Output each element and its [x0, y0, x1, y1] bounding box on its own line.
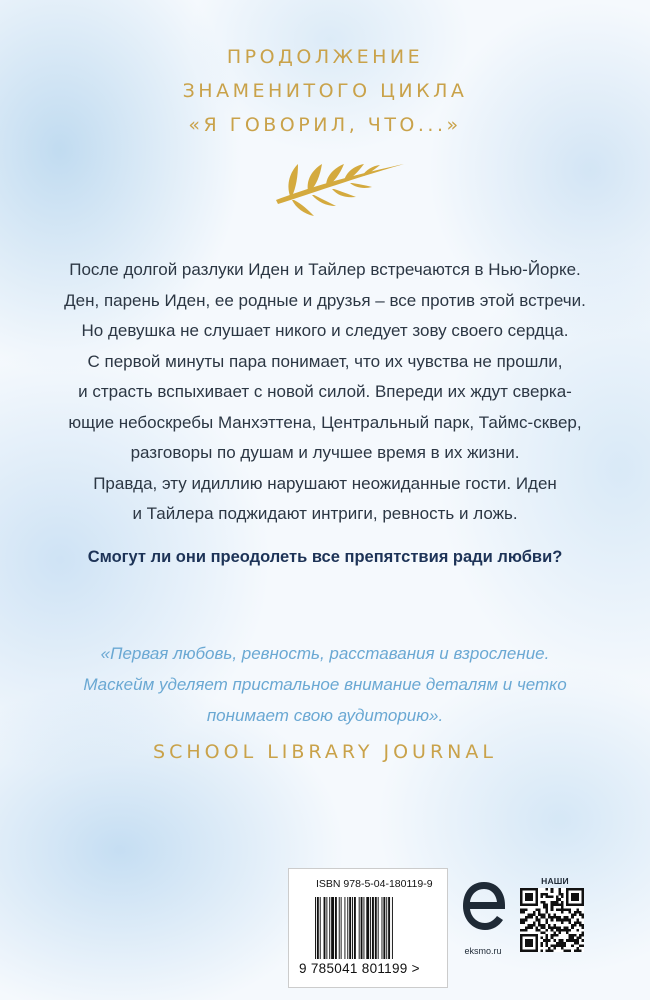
review-quote [40, 638, 610, 731]
isbn-number: ISBN 978-5-04-180119-9 [316, 878, 433, 890]
barcode-bars [315, 897, 437, 959]
publisher-website[interactable]: eksmo.ru [464, 946, 502, 956]
social-label: НАШИ [541, 876, 569, 886]
qr-code[interactable] [520, 888, 584, 952]
description-line: ющие небоскребы Манхэттена, Центральный парк, Таймс-сквер, [68, 412, 582, 432]
book-description [40, 255, 610, 530]
header-line-2: ЗНАМЕНИТОГО ЦИКЛА [182, 80, 468, 102]
description-line: Ден, парень Иден, ее родные и друзья – все против этой встречи. [64, 290, 586, 310]
description-line: С первой минуты пара понимает, что их чувства не прошли, [87, 351, 563, 371]
description-line: и Тайлера поджидают интриги, ревность и ложь. [132, 504, 518, 523]
series-header [0, 40, 650, 142]
eksmo-logo-icon [461, 880, 507, 942]
quote-line: понимает свою аудиторию». [206, 706, 444, 725]
description-line: Правда, эту идиллию нарушают неожиданные гости. Иден [93, 473, 557, 493]
tagline-question: Смогут ли они преодолеть все препятствия ради любви? [87, 548, 563, 566]
description-line: Но девушка не слушает никого и следует зову своего сердца. [81, 321, 569, 340]
description-line: разговоры по душам и лучшее время в их жизни. [130, 443, 520, 462]
description-line: и страсть вспыхивает с новой силой. Впереди их ждут сверка- [78, 382, 572, 401]
description-line: После долгой разлуки Иден и Тайлер встречаются в Нью-Йорке. [69, 260, 581, 279]
isbn-barcode [288, 868, 448, 988]
quote-line: «Первая любовь, ревность, расставания и взросление. [100, 644, 550, 663]
gold-leaf-icon [268, 158, 408, 218]
header-line-1: ПРОДОЛЖЕНИЕ [226, 46, 424, 68]
header-line-3: «Я ГОВОРИЛ, ЧТО...» [188, 114, 462, 136]
quote-line: Маскейм уделяет пристальное внимание деталям и четко [83, 675, 567, 694]
quote-source: SCHOOL LIBRARY JOURNAL [153, 741, 497, 763]
barcode-number: 9 785041 801199 > [299, 961, 420, 976]
